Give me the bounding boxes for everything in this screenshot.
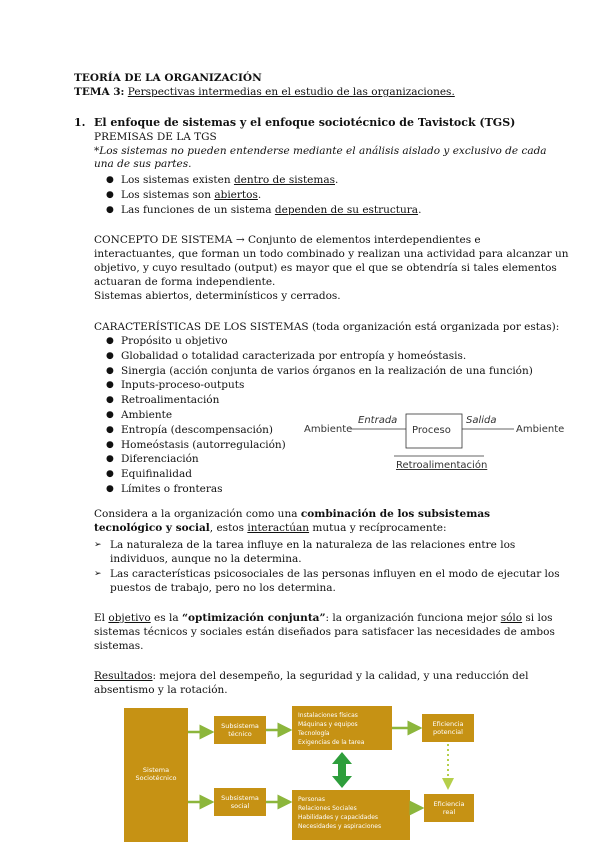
main-label-1: Sistema <box>142 766 170 774</box>
objetivo-line3: sistemas. <box>94 640 144 652</box>
caracteristica-item: Propósito u objetivo <box>121 335 228 347</box>
tecnico-item: Instalaciones físicas <box>298 712 358 719</box>
premisas-note-line2: una de sus partes. <box>94 158 192 170</box>
sub-social-1: Subsistema <box>221 794 259 802</box>
social-item: Necesidades y aspiraciones <box>298 823 382 830</box>
caracteristica-item: Equifinalidad <box>121 468 192 481</box>
double-arrow-icon <box>332 752 352 788</box>
flow-entrada: Entrada <box>358 415 398 426</box>
flow-proceso: Proceso <box>412 425 451 436</box>
bullet-icon: ● <box>106 484 114 494</box>
ef-real-1: Eficiencia <box>433 800 465 808</box>
caracteristica-item: Inputs-proceso-outputs <box>121 379 245 392</box>
bullet-icon: ● <box>106 454 114 465</box>
bullet-icon: ● <box>106 190 114 200</box>
bullet-icon: ● <box>106 410 114 420</box>
flow-left-ambiente: Ambiente <box>304 424 353 435</box>
bullet-icon: ● <box>106 469 114 480</box>
arrow-item-line1: Las características psicosociales de las personas influyen en el modo de ejecutar los <box>110 568 560 580</box>
tema-text: Perspectivas intermedias en el estudio de las organizaciones. <box>127 86 455 98</box>
combinacion-line2: tecnológico y social, estos interactúan mutua y recíprocamente: <box>94 522 447 534</box>
sub-tecnico-2: técnico <box>228 730 252 738</box>
ef-potencial-2: potencial <box>433 728 463 736</box>
section-heading: El enfoque de sistemas y el enfoque sociotécnico de Tavistock (TGS) <box>94 116 516 129</box>
social-item: Habilidades y capacidades <box>298 814 379 821</box>
section-number: 1. <box>74 116 86 129</box>
bullet-icon: ● <box>106 175 114 185</box>
input-process-output-diagram <box>300 410 568 472</box>
tema-label: TEMA 3: <box>74 86 125 98</box>
premisas-note-line1: *Los sistemas no pueden entenderse mediante el análisis aislado y exclusivo de cada <box>94 145 547 157</box>
flow-salida: Salida <box>466 415 497 426</box>
premisa-item: Los sistemas son abiertos. <box>121 189 262 201</box>
tecnico-item: Máquinas y equipos <box>298 721 358 728</box>
social-item: Personas <box>298 796 325 803</box>
arrow-bullet-icon: ➢ <box>94 540 102 550</box>
flow-feedback: Retroalimentación <box>396 460 488 471</box>
caracteristica-item: Diferenciación <box>121 453 199 466</box>
concepto-line2: interactuantes, que forman un todo combinado y realizan una actividad para alcanzar un <box>94 248 569 260</box>
arrow-item-line2: puestos de trabajo, pero no los determina. <box>110 582 336 594</box>
sub-tecnico-1: Subsistema <box>221 722 259 730</box>
tecnico-item: Tecnología <box>298 730 330 737</box>
bullet-icon: ● <box>106 380 114 391</box>
bullet-icon: ● <box>106 439 114 450</box>
concepto-line3: objetivo, y cuyo resultado (output) es mayor que el que se obtendría si tales elementos <box>94 262 557 274</box>
caracteristica-item: Homeóstasis (autorregulación) <box>121 438 286 451</box>
caracteristica-item: Globalidad o totalidad caracterizada por entropía y homeóstasis. <box>121 349 467 362</box>
objetivo-line1: El objetivo es la “optimización conjunta”: la organización funciona mejor sólo si los <box>94 612 553 624</box>
bullet-icon: ● <box>106 350 114 361</box>
sociotechnical-diagram <box>120 704 486 844</box>
resultados-line2: absentismo y la rotación. <box>94 684 228 696</box>
combinacion-line1: Considera a la organización como una combinación de los subsistemas <box>94 508 491 520</box>
premisa-item: Los sistemas existen dentro de sistemas. <box>121 174 339 186</box>
caracteristica-item: Retroalimentación <box>121 394 220 407</box>
ef-potencial-1: Eficiencia <box>432 720 464 728</box>
document-title: TEORÍA DE LA ORGANIZACIÓN <box>74 72 262 84</box>
premisa-item: Las funciones de un sistema dependen de su estructura. <box>121 204 422 216</box>
social-item: Relaciones Sociales <box>298 805 357 812</box>
sub-social-2: social <box>230 802 250 810</box>
caracteristicas-title: CARACTERÍSTICAS DE LOS SISTEMAS (toda organización está organizada por estas): <box>94 321 560 333</box>
concepto-line5: Sistemas abiertos, determinísticos y cerrados. <box>94 290 341 302</box>
premisas-title: PREMISAS DE LA TGS <box>94 131 217 143</box>
concepto-line1: CONCEPTO DE SISTEMA → Conjunto de elementos interdependientes e <box>94 234 481 246</box>
arrow-item-line1: La naturaleza de la tarea influye en la naturaleza de las relaciones entre los <box>110 539 516 551</box>
caracteristica-item: Sinergia (acción conjunta de varios órganos en la realización de una función) <box>121 364 533 377</box>
bullet-icon: ● <box>106 424 114 435</box>
caracteristica-item: Ambiente <box>121 409 173 421</box>
tema-line <box>74 86 455 99</box>
concepto-line4: actuaran de forma independiente. <box>94 276 276 288</box>
ef-real-2: real <box>442 808 456 816</box>
arrow-bullet-icon: ➢ <box>94 569 102 579</box>
flow-right-ambiente: Ambiente <box>516 424 565 435</box>
tecnico-item: Exigencias de la tarea <box>298 739 365 746</box>
main-label-2: Sociotécnico <box>135 774 177 782</box>
bullet-icon: ● <box>106 395 114 406</box>
caracteristica-item: Entropía (descompensación) <box>121 423 274 436</box>
caracteristica-item: Límites o fronteras <box>121 483 223 495</box>
resultados-line1: Resultados: mejora del desempeño, la seguridad y la calidad, y una reducción del <box>94 670 529 682</box>
bullet-icon: ● <box>106 336 114 346</box>
bullet-icon: ● <box>106 205 114 215</box>
arrow-item-line2: individuos, aunque no la determina. <box>110 553 302 565</box>
bullet-icon: ● <box>106 365 114 376</box>
objetivo-line2: sistemas técnicos y sociales están diseñados para satisfacer las necesidades de ambos <box>94 626 555 638</box>
